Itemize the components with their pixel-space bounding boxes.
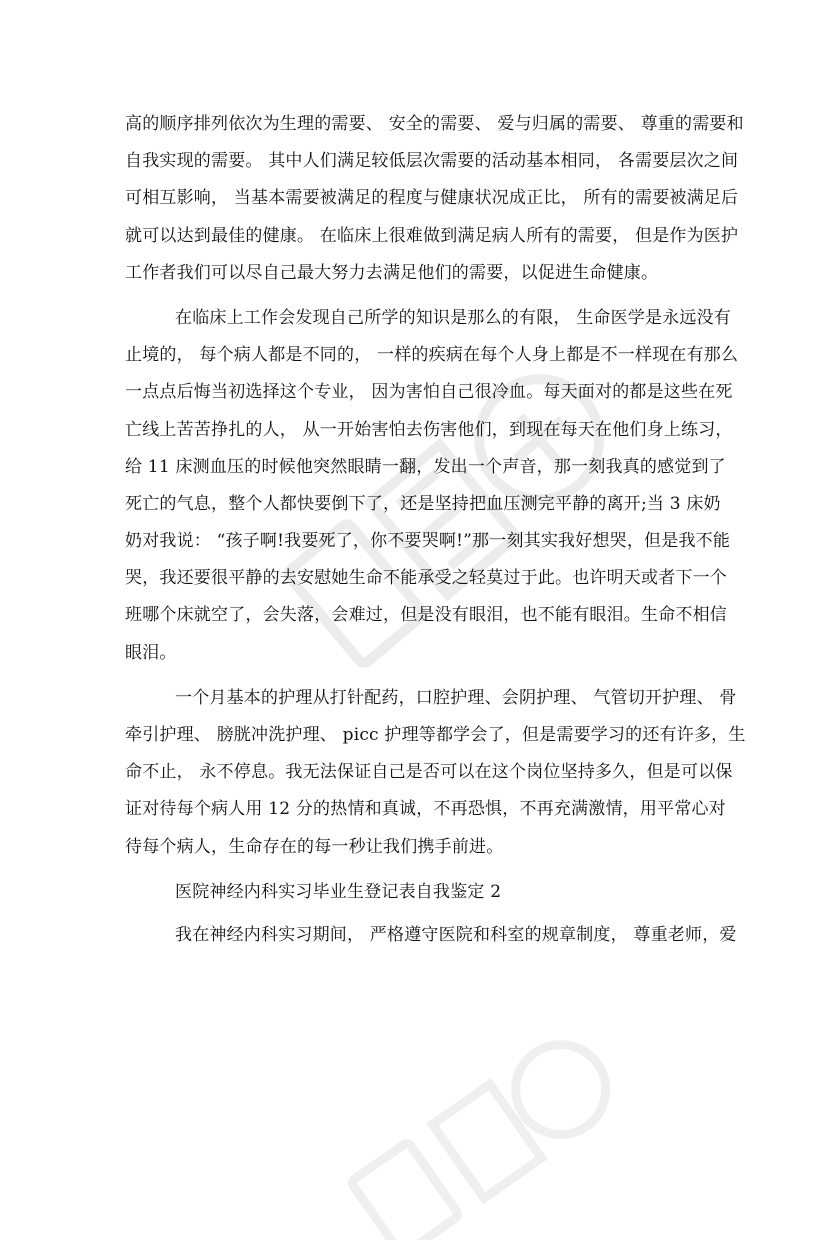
text-line: 自我实现的需要。 其中人们满足较低层次需要的活动基本相同， 各需要层次之间 bbox=[125, 151, 739, 172]
text-line: 我在神经内科实习期间， 严格遵守医院和科室的规章制度， 尊重老师，爱 bbox=[175, 924, 737, 945]
text-line: 牵引护理、 膀胱冲洗护理、 picc 护理等都学会了，但是需要学习的还有许多，生 bbox=[125, 725, 746, 745]
text-line: 就可以达到最佳的健康。 在临床上很难做到满足病人所有的需要， 但是作为医护 bbox=[125, 225, 739, 246]
text-line: 止境的， 每个病人都是不同的， 一样的疾病在每个人身上都是不一样现在有那么 bbox=[125, 345, 739, 366]
text-line: 一点点后悔当初选择这个专业， 因为害怕自己很冷血。每天面对的都是这些在死 bbox=[125, 382, 733, 403]
text-line: 奶对我说： “孩子啊!我要死了，你不要哭啊!”那一刻其实我好想哭，但是我不能 bbox=[125, 531, 731, 552]
text-line: 命不止， 永不停息。我无法保证自己是否可以在这个岗位坚持多久，但是可以保 bbox=[125, 762, 733, 783]
text-line: 哭，我还要很平静的去安慰她生命不能承受之轻莫过于此。也许明天或者下一个 bbox=[125, 568, 727, 589]
text-line: 亡线上苦苦挣扎的人， 从一开始害怕去伤害他们，到现在每天在他们身上练习， bbox=[125, 419, 733, 440]
paragraph-2 bbox=[125, 300, 739, 672]
text-line: 死亡的气息，整个人都快要倒下了，还是坚持把血压测完平静的离开;当 3 床奶 bbox=[125, 493, 721, 514]
text-line: 一个月基本的护理从打针配药，口腔护理、会阴护理、 气管切开护理、 骨 bbox=[175, 687, 737, 708]
paragraph-1 bbox=[125, 106, 744, 292]
document-body bbox=[125, 106, 746, 954]
text-line: 证对待每个病人用 12 分的热情和真诚，不再恐惧，不再充满激情，用平常心对 bbox=[125, 799, 726, 820]
text-line: 高的顺序排列依次为生理的需要、 安全的需要、 爱与归属的需要、 尊重的需要和 bbox=[125, 114, 744, 134]
text-line: 可相互影响， 当基本需要被满足的程度与健康状况成正比， 所有的需要被满足后 bbox=[125, 188, 739, 209]
paragraph-3 bbox=[125, 680, 746, 866]
text-line: 班哪个床就空了，会失落，会难过，但是没有眼泪，也不能有眼泪。生命不相信 bbox=[125, 605, 727, 626]
text-line: 眼泪。 bbox=[125, 642, 177, 663]
text-line: 工作者我们可以尽自己最大努力去满足他们的需要，以促进生命健康。 bbox=[125, 262, 659, 283]
watermark-graphic-bottom bbox=[320, 1040, 640, 1240]
section-heading bbox=[125, 874, 711, 911]
text-line: 给 11 床测血压的时候他突然眼睛一翻，发出一个声音，那一刻我真的感觉到了 bbox=[125, 456, 726, 477]
paragraph-4 bbox=[125, 917, 737, 954]
text-line: 在临床上工作会发现自己所学的知识是那么的有限， 生命医学是永远没有 bbox=[175, 307, 732, 328]
heading-line: 医院神经内科实习毕业生登记表自我鉴定 2 bbox=[175, 881, 502, 902]
text-line: 待每个病人，生命存在的每一秒让我们携手前进。 bbox=[125, 836, 504, 857]
